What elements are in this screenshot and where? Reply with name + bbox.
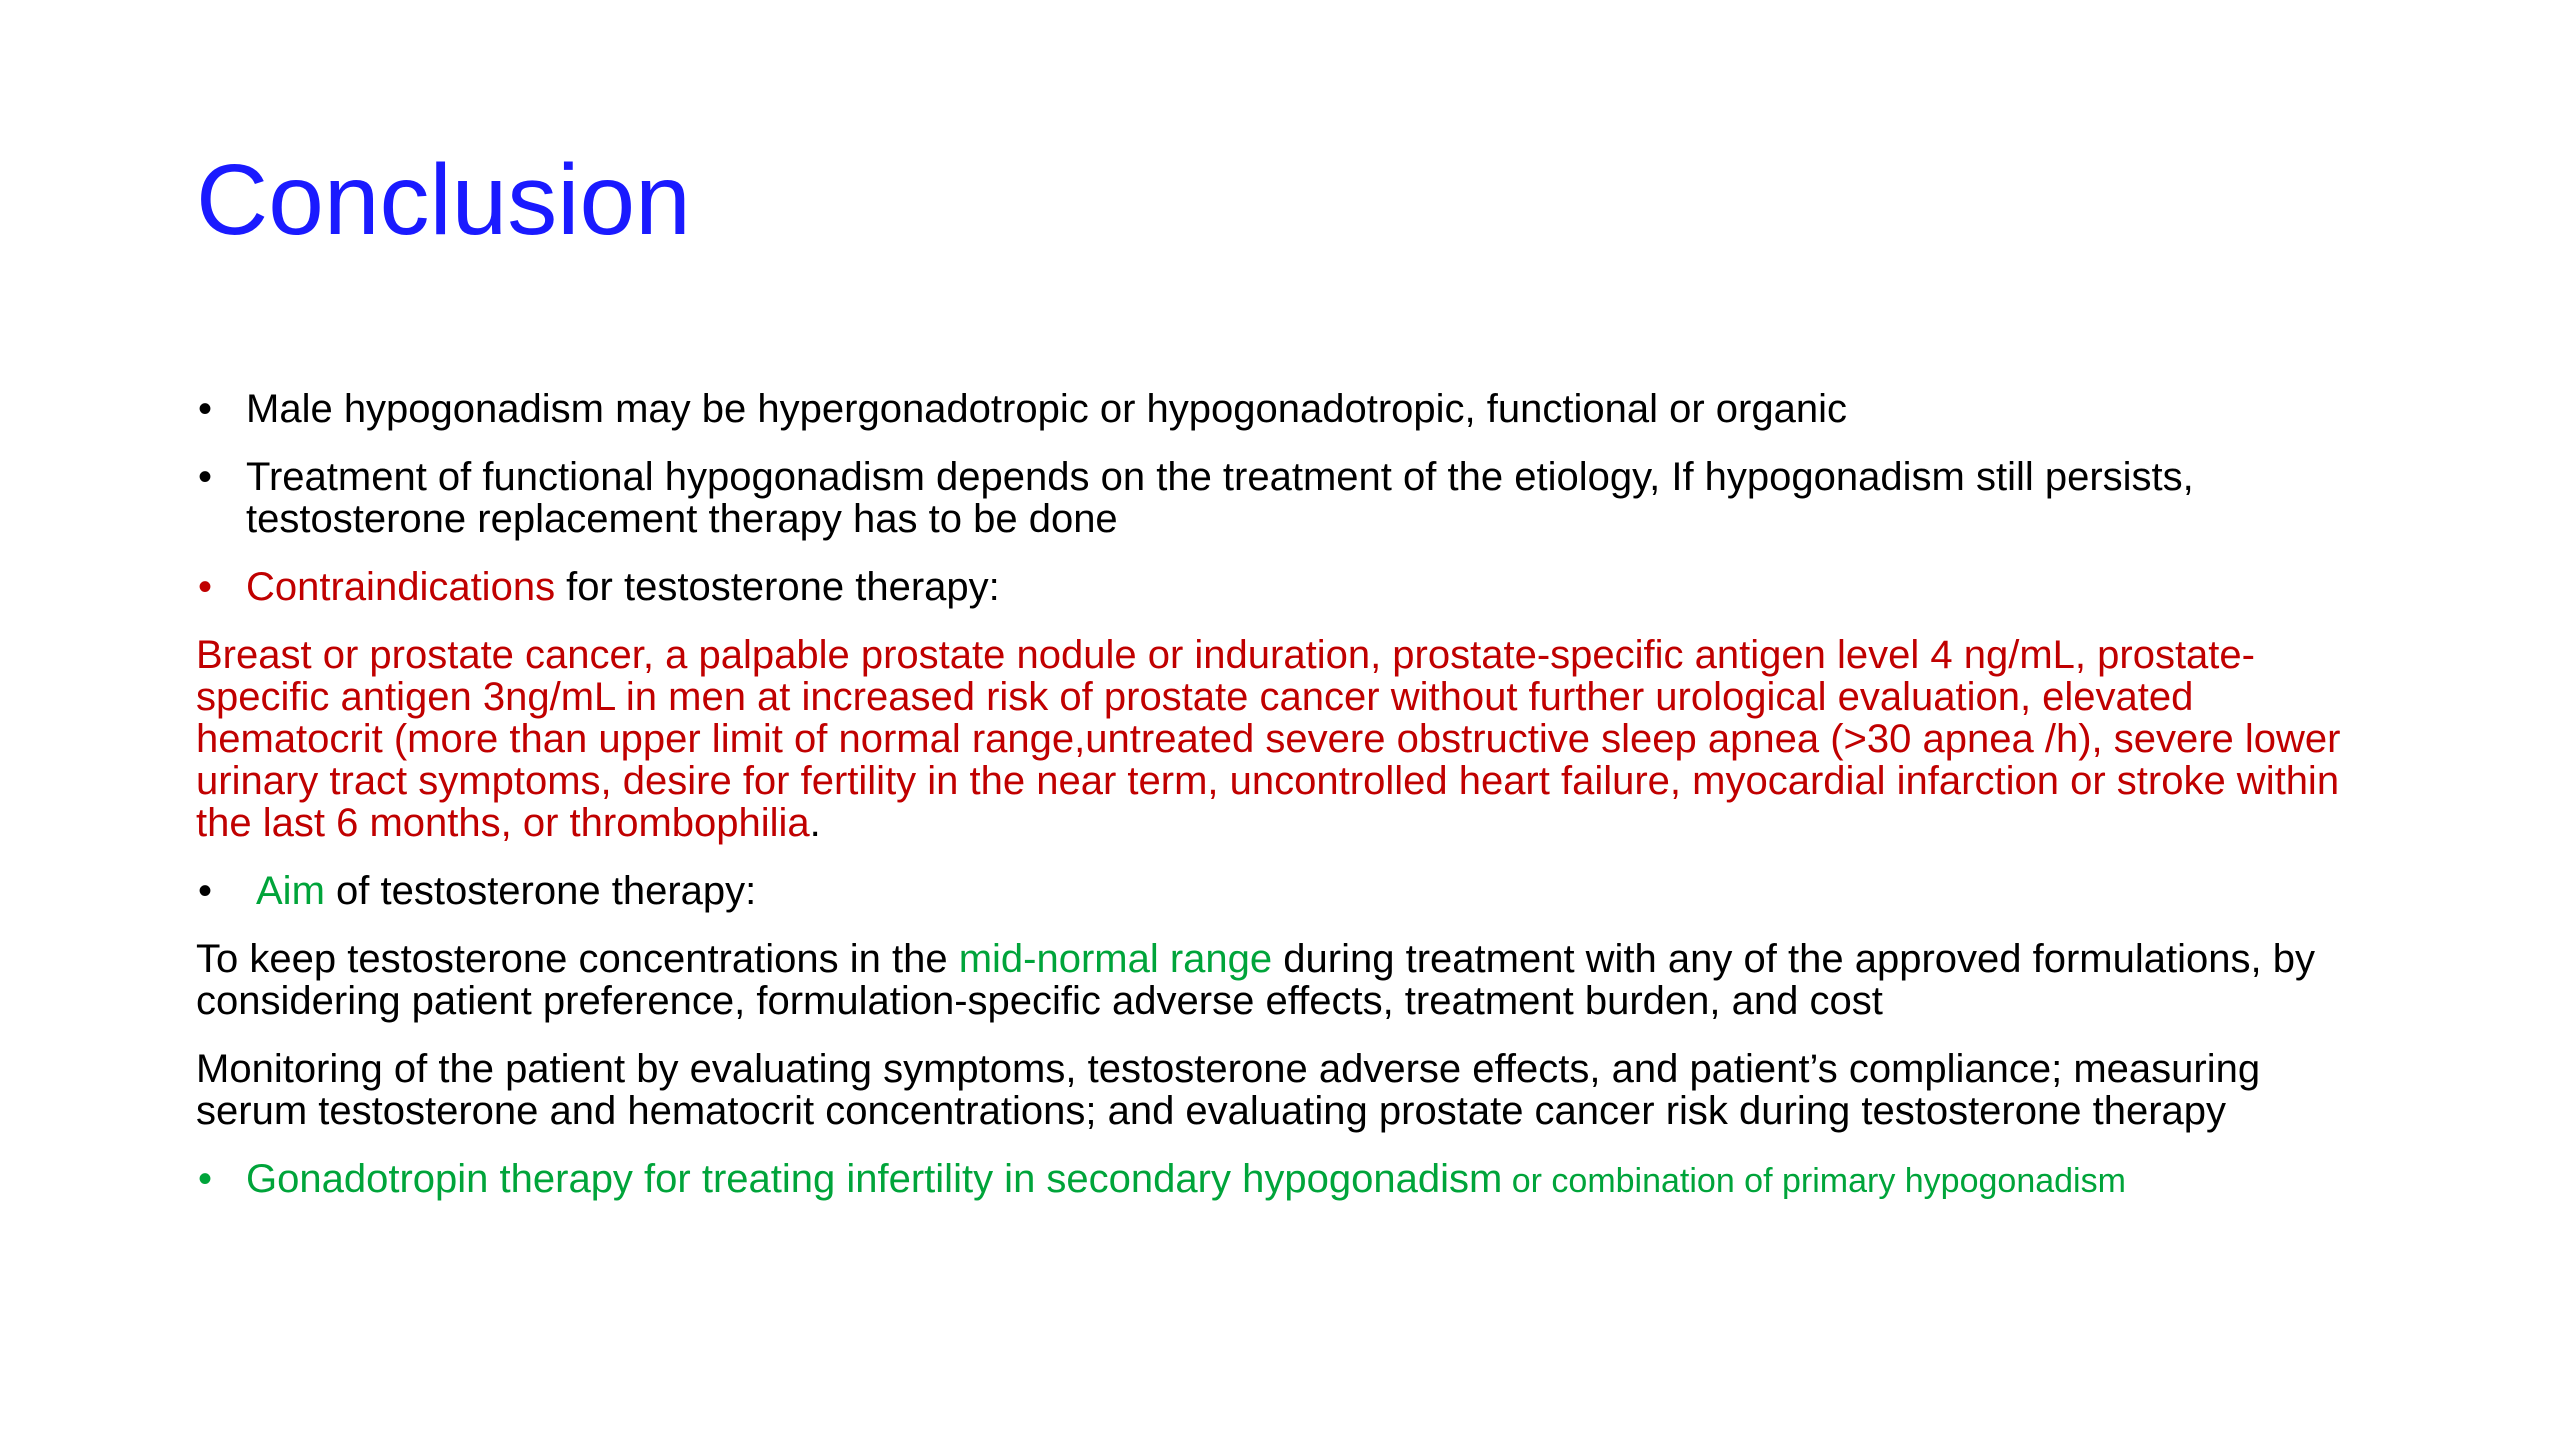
aim-text-pre: To keep testosterone concentrations in the xyxy=(196,937,959,981)
slide-title: Conclusion xyxy=(196,144,691,256)
bullet-text: of testosterone therapy: xyxy=(324,869,757,913)
bullet-dot: • xyxy=(198,1157,213,1201)
gonadotropin-text: Gonadotropin therapy for treating infertility in secondary hypogonadism xyxy=(246,1157,1503,1201)
bullet-dot: • xyxy=(198,565,213,609)
bullet-contraindications xyxy=(196,566,2376,608)
aim-label: Aim xyxy=(256,869,325,913)
bullet-aim xyxy=(196,870,2376,912)
contraindications-label: Contraindications xyxy=(246,565,556,609)
contraindications-text: Breast or prostate cancer, a palpable prostate nodule or induration, prostate-specific antigen level 4 ng/mL, prostate-specific antigen 3ng/mL in men at increased risk of prostate cancer without further urological evaluation, elevated hematocrit (more than upper limit of normal range,untreated severe obstructive sleep apnea (>30 apnea /h), severe lower urinary tract symptoms, desire for fertility in the near term, uncontrolled heart failure, myocardial infarction or stroke within the last 6 months, or thrombophilia xyxy=(196,633,2341,845)
bullet-text: for testosterone therapy: xyxy=(555,565,1000,609)
bullet-gonadotropin xyxy=(196,1158,2376,1202)
aim-text-post: during treatment with any of the approved formulations, by considering patient preference, formulation-specific adverse effects, treatment burden, and cost xyxy=(196,937,2315,1023)
bullet-text: Treatment of functional hypogonadism depends on the treatment of the etiology, If hypogonadism still persists, testosterone replacement therapy has to be done xyxy=(246,455,2194,541)
contraindications-period: . xyxy=(809,801,821,845)
aim-highlight: mid-normal range xyxy=(958,937,1273,981)
gonadotropin-note: or combination of primary hypogonadism xyxy=(1502,1162,2126,1200)
aim-paragraph xyxy=(196,938,2376,1022)
bullet-treatment xyxy=(196,456,2376,540)
slide-content xyxy=(196,388,2376,1202)
bullet-dot: • xyxy=(198,387,213,431)
bullet-text: Male hypogonadism may be hypergonadotropic or hypogonadotropic, functional or organic xyxy=(246,387,1847,431)
bullet-dot: • xyxy=(198,455,213,499)
bullet-dot: • xyxy=(198,869,213,913)
monitoring-paragraph: Monitoring of the patient by evaluating symptoms, testosterone adverse effects, and patient’s compliance; measuring serum testosterone and hematocrit concentrations; and evaluating prostate cancer risk during testosterone therapy xyxy=(196,1047,2261,1133)
bullet-hypogonadism-types xyxy=(196,388,2376,430)
contraindications-list xyxy=(196,634,2376,844)
